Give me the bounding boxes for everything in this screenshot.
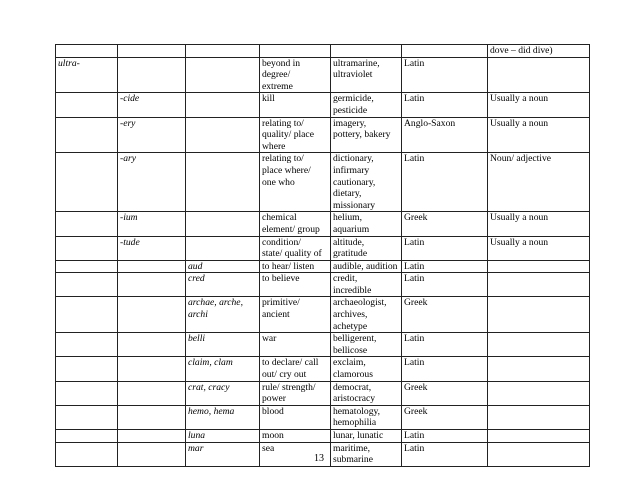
part-of-speech-cell: Usually a noun [488, 93, 590, 117]
root-cell: hemo, hema [186, 405, 260, 429]
root-cell: cred [186, 273, 260, 297]
root-cell [186, 93, 260, 117]
table-row [56, 93, 590, 117]
meaning-cell: relating to/ place where/ one who [260, 153, 331, 212]
suffix-cell [118, 57, 186, 93]
root-cell [186, 153, 260, 212]
origin-cell: Latin [402, 236, 488, 260]
origin-cell: Greek [402, 297, 488, 333]
suffix-cell: -ery [118, 117, 186, 153]
prefix-cell [56, 236, 118, 260]
origin-cell [402, 45, 488, 58]
examples-cell: germicide, pesticide [331, 93, 402, 117]
origin-cell: Latin [402, 153, 488, 212]
examples-cell: altitude, gratitude [331, 236, 402, 260]
origin-cell: Latin [402, 357, 488, 381]
meaning-cell: blood [260, 405, 331, 429]
suffix-cell [118, 260, 186, 273]
origin-cell: Latin [402, 333, 488, 357]
meaning-cell: to hear/ listen [260, 260, 331, 273]
examples-cell: ultramarine, ultraviolet [331, 57, 402, 93]
table-row [56, 117, 590, 153]
part-of-speech-cell: Usually a noun [488, 236, 590, 260]
root-cell [186, 57, 260, 93]
meaning-cell: to believe [260, 273, 331, 297]
meaning-cell: rule/ strength/ power [260, 381, 331, 405]
table-row [56, 333, 590, 357]
page-number: 13 [314, 453, 324, 464]
prefix-cell [56, 117, 118, 153]
prefix-cell [56, 357, 118, 381]
suffix-cell: -tude [118, 236, 186, 260]
part-of-speech-cell: Usually a noun [488, 117, 590, 153]
examples-cell: audible, audition [331, 260, 402, 273]
origin-cell: Anglo-Saxon [402, 117, 488, 153]
part-of-speech-cell [488, 430, 590, 443]
examples-cell: imagery, pottery, bakery [331, 117, 402, 153]
prefix-cell [56, 430, 118, 443]
part-of-speech-cell [488, 333, 590, 357]
table-row [56, 381, 590, 405]
root-cell: claim, clam [186, 357, 260, 381]
root-cell: aud [186, 260, 260, 273]
suffix-cell [118, 357, 186, 381]
table-row [56, 153, 590, 212]
table-row [56, 45, 590, 58]
table-row [56, 430, 590, 443]
examples-cell [331, 45, 402, 58]
suffix-cell: -ium [118, 212, 186, 236]
table-row [56, 212, 590, 236]
suffix-cell [118, 405, 186, 429]
table-row [56, 405, 590, 429]
table-row [56, 57, 590, 93]
meaning-cell: chemical element/ group [260, 212, 331, 236]
table-body [56, 45, 590, 467]
prefix-cell [56, 212, 118, 236]
morphology-table [55, 44, 590, 467]
origin-cell: Latin [402, 430, 488, 443]
table-row [56, 236, 590, 260]
examples-cell: credit, incredible [331, 273, 402, 297]
examples-cell: democrat, aristocracy [331, 381, 402, 405]
examples-cell: helium, aquarium [331, 212, 402, 236]
prefix-cell [56, 297, 118, 333]
origin-cell: Latin [402, 57, 488, 93]
meaning-cell: condition/ state/ quality of [260, 236, 331, 260]
part-of-speech-cell [488, 381, 590, 405]
table-row [56, 297, 590, 333]
meaning-cell: beyond in degree/ extreme [260, 57, 331, 93]
origin-cell: Greek [402, 405, 488, 429]
prefix-cell [56, 333, 118, 357]
part-of-speech-cell [488, 260, 590, 273]
meaning-cell: kill [260, 93, 331, 117]
prefix-cell [56, 260, 118, 273]
prefix-cell [56, 93, 118, 117]
origin-cell: Latin [402, 260, 488, 273]
root-cell: luna [186, 430, 260, 443]
origin-cell: Latin [402, 273, 488, 297]
examples-cell: dictionary, infirmary cautionary, dietary, missionary [331, 153, 402, 212]
meaning-cell: moon [260, 430, 331, 443]
suffix-cell [118, 381, 186, 405]
root-cell [186, 236, 260, 260]
suffix-cell [118, 333, 186, 357]
table-row [56, 273, 590, 297]
part-of-speech-cell [488, 405, 590, 429]
suffix-cell: -cide [118, 93, 186, 117]
root-cell: archae, arche, archi [186, 297, 260, 333]
part-of-speech-cell: dove – did dive) [488, 45, 590, 58]
root-cell [186, 45, 260, 58]
origin-cell: Greek [402, 212, 488, 236]
meaning-cell: sea [260, 442, 331, 466]
suffix-cell [118, 273, 186, 297]
examples-cell: lunar, lunatic [331, 430, 402, 443]
prefix-cell: ultra- [56, 57, 118, 93]
table-row [56, 260, 590, 273]
part-of-speech-cell: Noun/ adjective [488, 153, 590, 212]
root-cell [186, 117, 260, 153]
suffix-cell [118, 45, 186, 58]
part-of-speech-cell [488, 357, 590, 381]
examples-cell: belligerent, bellicose [331, 333, 402, 357]
part-of-speech-cell [488, 57, 590, 93]
prefix-cell [56, 381, 118, 405]
prefix-cell [56, 405, 118, 429]
root-cell: belli [186, 333, 260, 357]
examples-cell: archaeologist, archives, achetype [331, 297, 402, 333]
origin-cell: Greek [402, 381, 488, 405]
suffix-cell [118, 430, 186, 443]
meaning-cell: relating to/ quality/ place where [260, 117, 331, 153]
examples-cell: maritime, submarine [331, 442, 402, 466]
meaning-cell: war [260, 333, 331, 357]
part-of-speech-cell [488, 297, 590, 333]
part-of-speech-cell [488, 273, 590, 297]
table-row [56, 357, 590, 381]
meaning-cell: to declare/ call out/ cry out [260, 357, 331, 381]
suffix-cell: -ary [118, 153, 186, 212]
origin-cell: Latin [402, 442, 488, 466]
meaning-cell [260, 45, 331, 58]
suffix-cell [118, 297, 186, 333]
examples-cell: hematology, hemophilia [331, 405, 402, 429]
origin-cell: Latin [402, 93, 488, 117]
examples-cell: exclaim, clamorous [331, 357, 402, 381]
prefix-cell [56, 45, 118, 58]
root-cell [186, 212, 260, 236]
root-cell: mar [186, 442, 260, 466]
prefix-cell [56, 273, 118, 297]
meaning-cell: primitive/ ancient [260, 297, 331, 333]
prefix-cell [56, 153, 118, 212]
part-of-speech-cell: Usually a noun [488, 212, 590, 236]
root-cell: crat, cracy [186, 381, 260, 405]
